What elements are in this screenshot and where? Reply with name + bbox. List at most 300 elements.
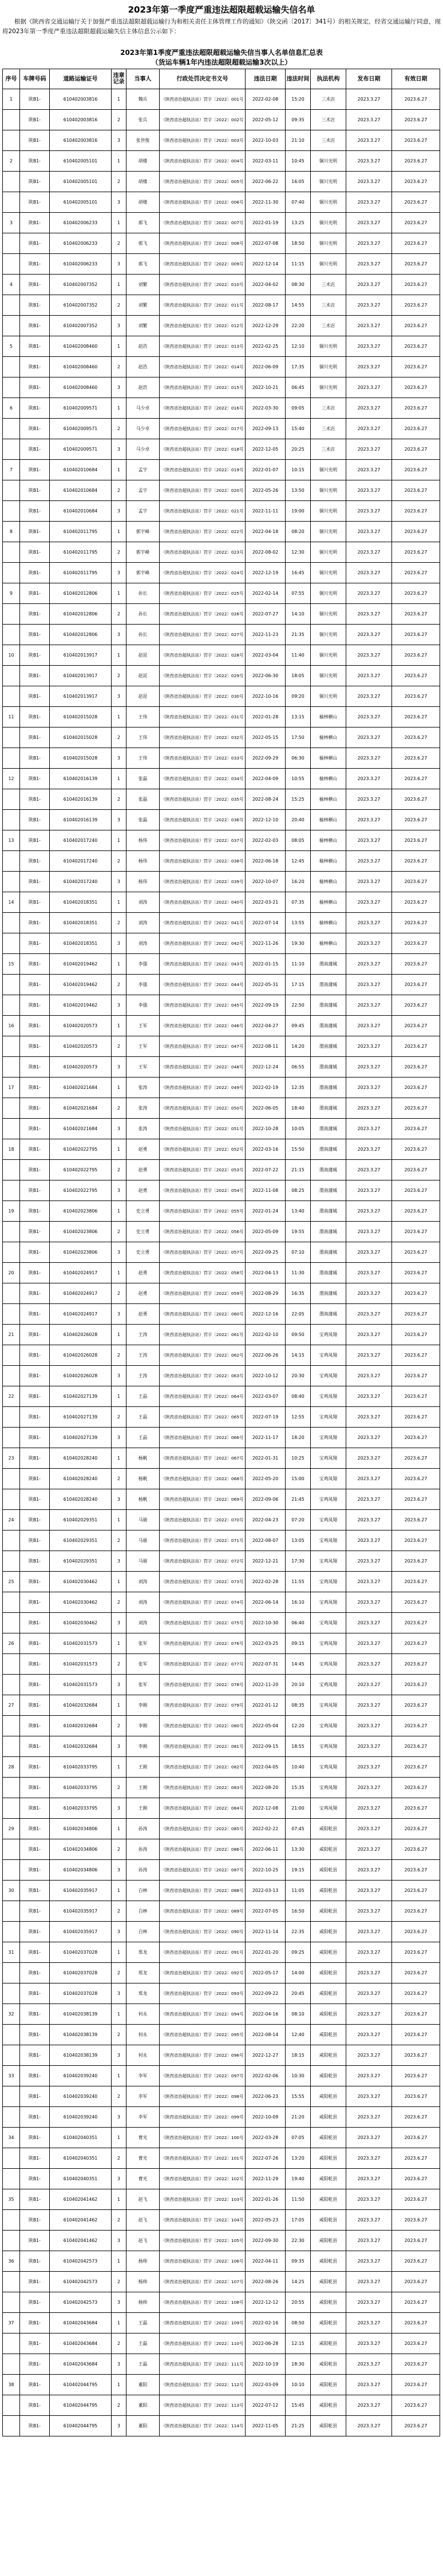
cell-pub: 2023.3.27	[346, 254, 392, 275]
cell-date: 2022-03-30	[246, 398, 286, 419]
cell-org: 铜川光明	[311, 213, 346, 233]
table-row	[3, 1633, 440, 1654]
cell-org: 铜川光明	[311, 377, 346, 398]
cell-name: 史立勇	[126, 1201, 160, 1222]
cell-pub: 2023.3.27	[346, 295, 392, 316]
cell-pub: 2023.3.27	[346, 1057, 392, 1078]
cell-mark: 1	[112, 89, 126, 110]
table-row	[3, 1613, 440, 1633]
cell-expire: 2023.6.27	[392, 1633, 440, 1654]
cell-mark: 3	[112, 1736, 126, 1757]
cell-expire: 2023.6.27	[392, 1283, 440, 1304]
cell-permit: 610402024917	[50, 1304, 112, 1325]
cell-decision: （陕西省治超执法站）罚字〔2022〕050号	[160, 1098, 246, 1119]
cell-plate: 陕B1-	[20, 1695, 50, 1716]
cell-plate: 陕B1-	[20, 2004, 50, 2025]
cell-permit: 610402037028	[50, 1942, 112, 1963]
cell-pub: 2023.3.27	[346, 1531, 392, 1551]
cell-mark: 1	[112, 1695, 126, 1716]
cell-pub: 2023.3.27	[346, 1386, 392, 1407]
cell-date: 2022-04-05	[246, 1757, 286, 1778]
cell-plate: 陕B1-	[20, 2375, 50, 2395]
cell-expire: 2023.6.27	[392, 1963, 440, 1983]
cell-org: 渭南蒲城	[311, 1078, 346, 1098]
cell-time: 12:30	[286, 542, 311, 563]
table-row	[3, 1592, 440, 1613]
cell-org: 榆林横山	[311, 892, 346, 913]
cell-time: 21:35	[286, 625, 311, 645]
cell-pub: 2023.3.27	[346, 995, 392, 1016]
cell-pub: 2023.3.27	[346, 2292, 392, 2313]
cell-date: 2022-06-18	[246, 851, 286, 872]
cell-time: 14:20	[286, 1036, 311, 1057]
cell-permit: 610402028240	[50, 1469, 112, 1489]
table-row	[3, 522, 440, 542]
cell-mark: 1	[112, 2066, 126, 2086]
cell-decision: （陕西省治超执法站）罚字〔2022〕039号	[160, 872, 246, 892]
col-header-pub: 发布日期	[346, 69, 392, 89]
table-row	[3, 192, 440, 213]
cell-permit: 610402008460	[50, 377, 112, 398]
cell-permit: 610402011795	[50, 542, 112, 563]
cell-name: 张磊	[126, 769, 160, 789]
cell-seq: 18	[3, 1139, 20, 1160]
cell-expire: 2023.6.27	[392, 851, 440, 872]
cell-date: 2022-06-23	[246, 2086, 286, 2107]
cell-date: 2022-07-31	[246, 1654, 286, 1675]
cell-seq: 38	[3, 2375, 20, 2395]
cell-permit: 610402017240	[50, 872, 112, 892]
cell-pub: 2023.3.27	[346, 275, 392, 295]
cell-time: 12:15	[286, 2333, 311, 2354]
table-row	[3, 357, 440, 377]
cell-name: 杨帅	[126, 2251, 160, 2272]
cell-decision: （陕西省治超执法站）罚字〔2022〕073号	[160, 1572, 246, 1592]
cell-time: 12:20	[286, 1716, 311, 1736]
cell-time: 11:30	[286, 1263, 311, 1283]
cell-seq: 12	[3, 769, 20, 789]
cell-name: 王军	[126, 1016, 160, 1036]
cell-permit: 610402041462	[50, 2231, 112, 2251]
cell-date: 2022-03-07	[246, 1386, 286, 1407]
cell-decision: （陕西省治超执法站）罚字〔2022〕108号	[160, 2292, 246, 2313]
cell-expire: 2023.6.27	[392, 872, 440, 892]
cell-seq	[3, 851, 20, 872]
cell-name: 刘涛	[126, 892, 160, 913]
cell-name: 马骏	[126, 1551, 160, 1572]
cell-plate: 陕B1-	[20, 1675, 50, 1695]
cell-mark: 3	[112, 995, 126, 1016]
cell-org: 宝鸡凤翔	[311, 1366, 346, 1386]
cell-name: 白林	[126, 1901, 160, 1922]
cell-expire: 2023.6.27	[392, 1695, 440, 1716]
cell-mark: 1	[112, 1386, 126, 1407]
cell-org: 榆林横山	[311, 913, 346, 933]
cell-permit: 610402040351	[50, 2148, 112, 2169]
cell-date: 2022-01-12	[246, 1695, 286, 1716]
cell-org: 咸阳乾县	[311, 2025, 346, 2045]
cell-plate: 陕B1-	[20, 1489, 50, 1510]
cell-mark: 2	[112, 1469, 126, 1489]
cell-plate: 陕B1-	[20, 1778, 50, 1798]
cell-org: 咸阳乾县	[311, 1983, 346, 2004]
cell-expire: 2023.6.27	[392, 2189, 440, 2210]
cell-pub: 2023.3.27	[346, 728, 392, 748]
cell-date: 2022-01-15	[246, 954, 286, 975]
cell-mark: 2	[112, 666, 126, 686]
cell-name: 李军	[126, 2107, 160, 2128]
cell-mark: 2	[112, 913, 126, 933]
cell-time: 13:30	[286, 1839, 311, 1860]
cell-decision: （陕西省治超执法站）罚字〔2022〕075号	[160, 1613, 246, 1633]
cell-pub: 2023.3.27	[346, 2148, 392, 2169]
cell-plate: 陕B1-	[20, 522, 50, 542]
cell-pub: 2023.3.27	[346, 2395, 392, 2416]
cell-expire: 2023.6.27	[392, 1304, 440, 1325]
cell-date: 2022-11-26	[246, 933, 286, 954]
cell-expire: 2023.6.27	[392, 2375, 440, 2395]
cell-org: 咸阳乾县	[311, 2128, 346, 2148]
cell-time: 13:05	[286, 1531, 311, 1551]
cell-name: 王伟	[126, 728, 160, 748]
cell-name: 张磊	[126, 789, 160, 810]
table-subtitle-line1: 2023年第1季度严重违法超限超载运输失信当事人名单信息汇总表	[120, 49, 323, 57]
cell-pub: 2023.3.27	[346, 666, 392, 686]
cell-plate: 陕B1-	[20, 130, 50, 151]
cell-pub: 2023.3.27	[346, 1078, 392, 1098]
cell-expire: 2023.6.27	[392, 954, 440, 975]
cell-mark: 1	[112, 1942, 126, 1963]
cell-org: 宝鸡凤翔	[311, 1489, 346, 1510]
cell-time: 15:20	[286, 89, 311, 110]
cell-org: 咸阳乾县	[311, 2148, 346, 2169]
cell-plate: 陕B1-	[20, 851, 50, 872]
cell-permit: 610402008460	[50, 357, 112, 377]
cell-org: 渭南蒲城	[311, 1057, 346, 1078]
cell-time: 13:20	[286, 2148, 311, 2169]
cell-pub: 2023.3.27	[346, 604, 392, 625]
cell-date: 2022-04-27	[246, 1016, 286, 1036]
cell-seq	[3, 2169, 20, 2189]
cell-org: 咸阳乾县	[311, 2251, 346, 2272]
cell-time: 11:10	[286, 954, 311, 975]
cell-mark: 3	[112, 748, 126, 769]
cell-plate: 陕B1-	[20, 1531, 50, 1551]
cell-time: 08:50	[286, 2313, 311, 2333]
cell-pub: 2023.3.27	[346, 2416, 392, 2436]
cell-org: 榆林横山	[311, 707, 346, 728]
cell-date: 2022-07-22	[246, 1160, 286, 1180]
cell-pub: 2023.3.27	[346, 769, 392, 789]
cell-date: 2022-05-17	[246, 1963, 286, 1983]
cell-expire: 2023.6.27	[392, 1839, 440, 1860]
cell-date: 2022-11-23	[246, 625, 286, 645]
cell-pub: 2023.3.27	[346, 1736, 392, 1757]
cell-seq	[3, 233, 20, 254]
cell-name: 张兵	[126, 110, 160, 130]
cell-time: 22:05	[286, 1304, 311, 1325]
cell-decision: （陕西省治超执法站）罚字〔2022〕067号	[160, 1448, 246, 1469]
cell-mark: 3	[112, 2231, 126, 2251]
cell-plate: 陕B1-	[20, 1736, 50, 1757]
cell-name: 曹光	[126, 2148, 160, 2169]
cell-org: 咸阳乾县	[311, 2210, 346, 2231]
cell-date: 2022-03-16	[246, 1139, 286, 1160]
cell-name: 王伟	[126, 707, 160, 728]
cell-seq: 34	[3, 2128, 20, 2148]
cell-time: 20:25	[286, 439, 311, 460]
cell-time: 13:50	[286, 480, 311, 501]
cell-name: 白林	[126, 1881, 160, 1901]
cell-time: 09:25	[286, 1942, 311, 1963]
cell-permit: 610402027139	[50, 1428, 112, 1448]
cell-expire: 2023.6.27	[392, 1716, 440, 1736]
cell-name: 郑龙	[126, 1983, 160, 2004]
cell-org: 咸阳乾县	[311, 2416, 346, 2436]
cell-expire: 2023.6.27	[392, 1222, 440, 1242]
cell-decision: （陕西省治超执法站）罚字〔2022〕025号	[160, 583, 246, 604]
cell-pub: 2023.3.27	[346, 151, 392, 172]
cell-expire: 2023.6.27	[392, 2313, 440, 2333]
cell-plate: 陕B1-	[20, 1016, 50, 1036]
cell-plate: 陕B1-	[20, 2292, 50, 2313]
cell-time: 12:55	[286, 1407, 311, 1428]
cell-date: 2022-02-08	[246, 89, 286, 110]
cell-time: 10:05	[286, 1119, 311, 1139]
table-row	[3, 1716, 440, 1736]
cell-time: 07:45	[286, 1819, 311, 1839]
cell-seq	[3, 295, 20, 316]
cell-time: 18:15	[286, 2045, 311, 2066]
cell-org: 榆林横山	[311, 872, 346, 892]
cell-org: 铜川光明	[311, 522, 346, 542]
cell-plate: 陕B1-	[20, 460, 50, 480]
table-row	[3, 2045, 440, 2066]
cell-seq	[3, 1654, 20, 1675]
cell-org: 榆林横山	[311, 851, 346, 872]
cell-pub: 2023.3.27	[346, 1448, 392, 1469]
cell-time: 15:50	[286, 1139, 311, 1160]
cell-time: 22:50	[286, 995, 311, 1016]
cell-mark: 1	[112, 892, 126, 913]
table-row	[3, 1695, 440, 1716]
cell-seq: 26	[3, 1633, 20, 1654]
cell-permit: 610402029351	[50, 1510, 112, 1531]
cell-date: 2022-01-31	[246, 1448, 286, 1469]
cell-seq: 2	[3, 151, 20, 172]
cell-plate: 陕B1-	[20, 604, 50, 625]
cell-permit: 610402023806	[50, 1222, 112, 1242]
cell-date: 2022-05-31	[246, 975, 286, 995]
cell-pub: 2023.3.27	[346, 1592, 392, 1613]
cell-name: 杨伟	[126, 872, 160, 892]
cell-name: 赵浩	[126, 377, 160, 398]
table-row	[3, 769, 440, 789]
cell-expire: 2023.6.27	[392, 377, 440, 398]
cell-decision: （陕西省治超执法站）罚字〔2022〕114号	[160, 2416, 246, 2436]
cell-permit: 610402043684	[50, 2313, 112, 2333]
cell-org: 渭南蒲城	[311, 1016, 346, 1036]
cell-mark: 2	[112, 480, 126, 501]
cell-permit: 610402010684	[50, 460, 112, 480]
cell-plate: 陕B1-	[20, 2128, 50, 2148]
cell-expire: 2023.6.27	[392, 2416, 440, 2436]
cell-mark: 1	[112, 1510, 126, 1531]
cell-date: 2022-12-12	[246, 2292, 286, 2313]
cell-date: 2022-09-30	[246, 2231, 286, 2251]
cell-org: 铜川光明	[311, 686, 346, 707]
cell-date: 2022-09-29	[246, 748, 286, 769]
cell-mark: 3	[112, 2354, 126, 2375]
cell-decision: （陕西省治超执法站）罚字〔2022〕086号	[160, 1839, 246, 1860]
cell-mark: 3	[112, 1057, 126, 1078]
cell-pub: 2023.3.27	[346, 233, 392, 254]
table-row	[3, 2169, 440, 2189]
cell-plate: 陕B1-	[20, 501, 50, 522]
cell-plate: 陕B1-	[20, 2272, 50, 2292]
cell-permit: 610402039240	[50, 2107, 112, 2128]
cell-name: 王刚	[126, 1798, 160, 1819]
cell-mark: 1	[112, 2251, 126, 2272]
cell-org: 宝鸡凤翔	[311, 1448, 346, 1469]
cell-time: 06:30	[286, 748, 311, 769]
cell-expire: 2023.6.27	[392, 1654, 440, 1675]
cell-time: 07:55	[286, 583, 311, 604]
cell-pub: 2023.3.27	[346, 1983, 392, 2004]
cell-plate: 陕B1-	[20, 2416, 50, 2436]
cell-time: 22:35	[286, 1922, 311, 1942]
cell-expire: 2023.6.27	[392, 1263, 440, 1283]
cell-mark: 3	[112, 2292, 126, 2313]
cell-org: 咸阳乾县	[311, 2231, 346, 2251]
cell-expire: 2023.6.27	[392, 2231, 440, 2251]
cell-expire: 2023.6.27	[392, 357, 440, 377]
cell-name: 张磊	[126, 810, 160, 830]
cell-name: 郭宇峰	[126, 522, 160, 542]
cell-seq	[3, 975, 20, 995]
cell-date: 2022-12-10	[246, 810, 286, 830]
cell-seq: 17	[3, 1078, 20, 1098]
cell-time: 07:40	[286, 192, 311, 213]
cell-date: 2022-03-04	[246, 645, 286, 666]
cell-expire: 2023.6.27	[392, 1510, 440, 1531]
cell-plate: 陕B1-	[20, 336, 50, 357]
cell-seq	[3, 789, 20, 810]
cell-permit: 610402021684	[50, 1119, 112, 1139]
cell-mark: 2	[112, 1778, 126, 1798]
cell-pub: 2023.3.27	[346, 830, 392, 851]
cell-permit: 610402022795	[50, 1180, 112, 1201]
cell-seq	[3, 2354, 20, 2375]
cell-expire: 2023.6.27	[392, 110, 440, 130]
cell-plate: 陕B1-	[20, 1469, 50, 1489]
cell-expire: 2023.6.27	[392, 2272, 440, 2292]
cell-time: 09:35	[286, 2251, 311, 2272]
cell-mark: 3	[112, 192, 126, 213]
cell-permit: 610402033795	[50, 1798, 112, 1819]
cell-date: 2022-09-25	[246, 1242, 286, 1263]
cell-plate: 陕B1-	[20, 1860, 50, 1881]
cell-name: 孟宇	[126, 480, 160, 501]
cell-permit: 610402011795	[50, 522, 112, 542]
cell-org: 宝鸡凤翔	[311, 1407, 346, 1428]
cell-permit: 610402032684	[50, 1695, 112, 1716]
table-row	[3, 1654, 440, 1675]
cell-seq	[3, 563, 20, 583]
cell-date: 2022-10-19	[246, 2354, 286, 2375]
cell-seq	[3, 439, 20, 460]
cell-mark: 3	[112, 1428, 126, 1448]
cell-name: 胡楼	[126, 192, 160, 213]
cell-pub: 2023.3.27	[346, 1139, 392, 1160]
cell-expire: 2023.6.27	[392, 892, 440, 913]
cell-seq	[3, 254, 20, 275]
cell-time: 17:30	[286, 1551, 311, 1572]
cell-mark: 1	[112, 645, 126, 666]
cell-seq: 7	[3, 460, 20, 480]
cell-name: 杨帆	[126, 1469, 160, 1489]
cell-name: 王伟	[126, 748, 160, 769]
cell-decision: （陕西省治超执法站）罚字〔2022〕093号	[160, 1983, 246, 2004]
table-row	[3, 233, 440, 254]
cell-mark: 3	[112, 377, 126, 398]
cell-time: 09:50	[286, 1325, 311, 1345]
cell-seq: 35	[3, 2189, 20, 2210]
cell-name: 孙长	[126, 583, 160, 604]
cell-pub: 2023.3.27	[346, 1098, 392, 1119]
cell-plate: 陕B1-	[20, 233, 50, 254]
cell-seq	[3, 1736, 20, 1757]
table-row	[3, 1551, 440, 1572]
cell-mark: 3	[112, 1922, 126, 1942]
cell-expire: 2023.6.27	[392, 913, 440, 933]
cell-plate: 陕B1-	[20, 769, 50, 789]
cell-time: 09:45	[286, 1016, 311, 1036]
cell-time: 19:00	[286, 501, 311, 522]
cell-decision: （陕西省治超执法站）罚字〔2022〕003号	[160, 130, 246, 151]
cell-org: 宝鸡凤翔	[311, 1325, 346, 1345]
cell-plate: 陕B1-	[20, 1201, 50, 1222]
cell-expire: 2023.6.27	[392, 542, 440, 563]
table-row	[3, 2333, 440, 2354]
cell-pub: 2023.3.27	[346, 480, 392, 501]
cell-seq	[3, 1428, 20, 1448]
cell-time: 16:10	[286, 1592, 311, 1613]
cell-expire: 2023.6.27	[392, 1613, 440, 1633]
table-row	[3, 1366, 440, 1386]
table-row	[3, 583, 440, 604]
cell-date: 2022-01-28	[246, 707, 286, 728]
cell-mark: 1	[112, 2313, 126, 2333]
cell-expire: 2023.6.27	[392, 1016, 440, 1036]
cell-expire: 2023.6.27	[392, 2333, 440, 2354]
cell-pub: 2023.3.27	[346, 1036, 392, 1057]
cell-plate: 陕B1-	[20, 1510, 50, 1531]
cell-decision: （陕西省治超执法站）罚字〔2022〕076号	[160, 1633, 246, 1654]
cell-plate: 陕B1-	[20, 1098, 50, 1119]
cell-pub: 2023.3.27	[346, 192, 392, 213]
cell-permit: 610402006233	[50, 233, 112, 254]
cell-plate: 陕B1-	[20, 295, 50, 316]
cell-plate: 陕B1-	[20, 2251, 50, 2272]
cell-permit: 610402017240	[50, 851, 112, 872]
cell-seq	[3, 1531, 20, 1551]
cell-time: 06:40	[286, 1613, 311, 1633]
cell-seq	[3, 1469, 20, 1489]
cell-expire: 2023.6.27	[392, 275, 440, 295]
cell-seq	[3, 110, 20, 130]
cell-seq	[3, 192, 20, 213]
